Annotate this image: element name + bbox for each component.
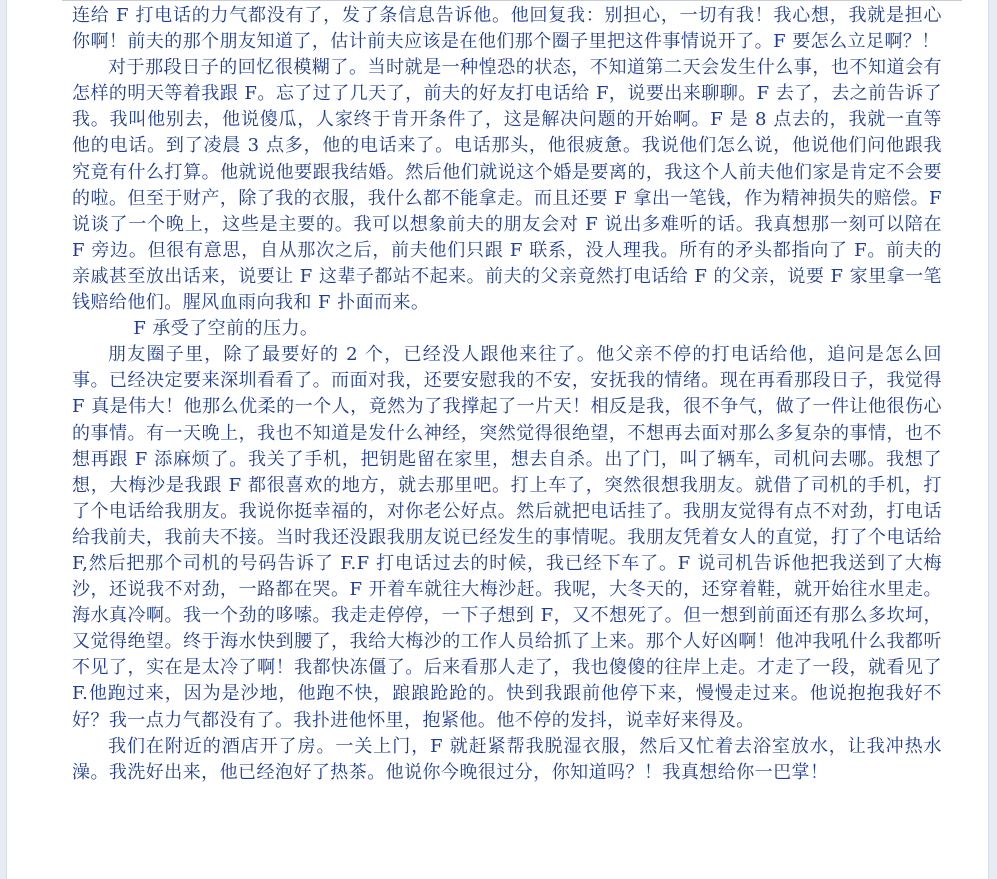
paragraph: 连给 F 打电话的力气都没有了，发了条信息告诉他。他回复我：别担心，一切有我！我心想，我就是担心你啊！前夫的那个朋友知道了，估计前夫应该是在他们那个圈子里把这件事情说开了。F 要怎么立足啊？！ (72, 5, 942, 53)
paragraph: 对于那段日子的回忆很模糊了。当时就是一种惶恐的状态，不知道第二天会发生什么事，也不知道会有怎样的明天等着我跟 F。忘了过了几天了，前夫的好友打电话给 F，说要出来聊聊。F 去了，去之前告诉了我。我叫他别去，他说傻瓜，人家终于肯开条件了，这是解决问题的开始啊。F 是 8 点去的，我就一直等他的电话。到了凌晨 3 点多，他的电话来了。电话那头，他很疲惫。我说他们怎么说，他说他们问他跟我究竟有什么打算。他就说他要跟我结婚。然后他们就说这个婚是要离的，我这个人前夫他们家是肯定不会要的啦。但至于财产，除了我的衣服，我什么都不能拿走。而且还要 F 拿出一笔钱，作为精神损失的赔偿。F 说谈了一个晚上，这些是主要的。我可以想象前夫的朋友会对 F 说出多难听的话。我真想那一刻可以陪在 F 旁边。但很有意思，自从那次之后，前夫他们只跟 F 联系，没人理我。所有的矛头都指向了 F。前夫的亲戚甚至放出话来，说要让 F 这辈子都站不起来。前夫的父亲竟然打电话给 F 的父亲，说要 F 家里拿一笔钱赔给他们。腥风血雨向我和 F 扑面而来。 (72, 57, 942, 314)
paragraph: 朋友圈子里，除了最要好的 2 个，已经没人跟他来往了。他父亲不停的打电话给他，追问是怎么回事。已经决定要来深圳看看了。而面对我，还要安慰我的不安，安抚我的情绪。现在再看那段日子，我觉得 F 真是伟大！他那么优柔的一个人，竟然为了我撑起了一片天！相反是我，很不争气，做了一件让他很伤心的事情。有一天晚上，我也不知道是发什么神经，突然觉得很绝望，不想再去面对那么多复杂的事情，也不想再跟 F 添麻烦了。我关了手机，把钥匙留在家里，想去自杀。出了门，叫了辆车，司机问去哪。我想了想，大梅沙是我跟 F 都很喜欢的地方，就去那里吧。打上车了，突然很想我朋友。就借了司机的手机，打了个电话给我朋友。我说你挺幸福的，对你老公好点。然后就把电话挂了。我朋友觉得有点不对劲，打电话给我前夫，我前夫不接。当时我还没跟我朋友说已经发生的事情呢。我朋友凭着女人的直觉，打了个电话给 F,然后把那个司机的号码告诉了 F.F 打电话过去的时候，我已经下车了。F 说司机告诉他把我送到了大梅沙，还说我不对劲，一路都在哭。F 开着车就往大梅沙赶。我呢，大冬天的，还穿着鞋，就开始往水里走。海水真冷啊。我一个劲的哆嗦。我走走停停，一下子想到 F，又不想死了。但一想到前面还有那么多坎坷，又觉得绝望。终于海水快到腰了，我给大梅沙的工作人员给抓了上来。那个人好凶啊！他冲我吼什么我都听不见了，实在是太冷了啊！我都快冻僵了。后来看那人走了，我也傻傻的往岸上走。才走了一段，就看见了 F.他跑过来，因为是沙地，他跑不快，踉踉跄跄的。快到我跟前他停下来，慢慢走过来。他说抱抱我好不好？我一点力气都没有了。我扑进他怀里，抱紧他。他不停的发抖，说幸好来得及。 (72, 344, 942, 731)
viewer-right-edge (988, 0, 997, 879)
viewer-left-edge (0, 0, 7, 879)
document-body-text (72, 3, 942, 786)
paragraph: 我们在附近的酒店开了房。一关上门，F 就赶紧帮我脱湿衣服，然后又忙着去浴室放水，让我冲热水澡。我洗好出来，他已经泡好了热茶。他说你今晚很过分，你知道吗？！我真想给你一巴掌！ (72, 735, 942, 783)
page-top-rule (62, 0, 962, 1)
paragraph: F 承受了空前的压力。 (133, 318, 319, 340)
